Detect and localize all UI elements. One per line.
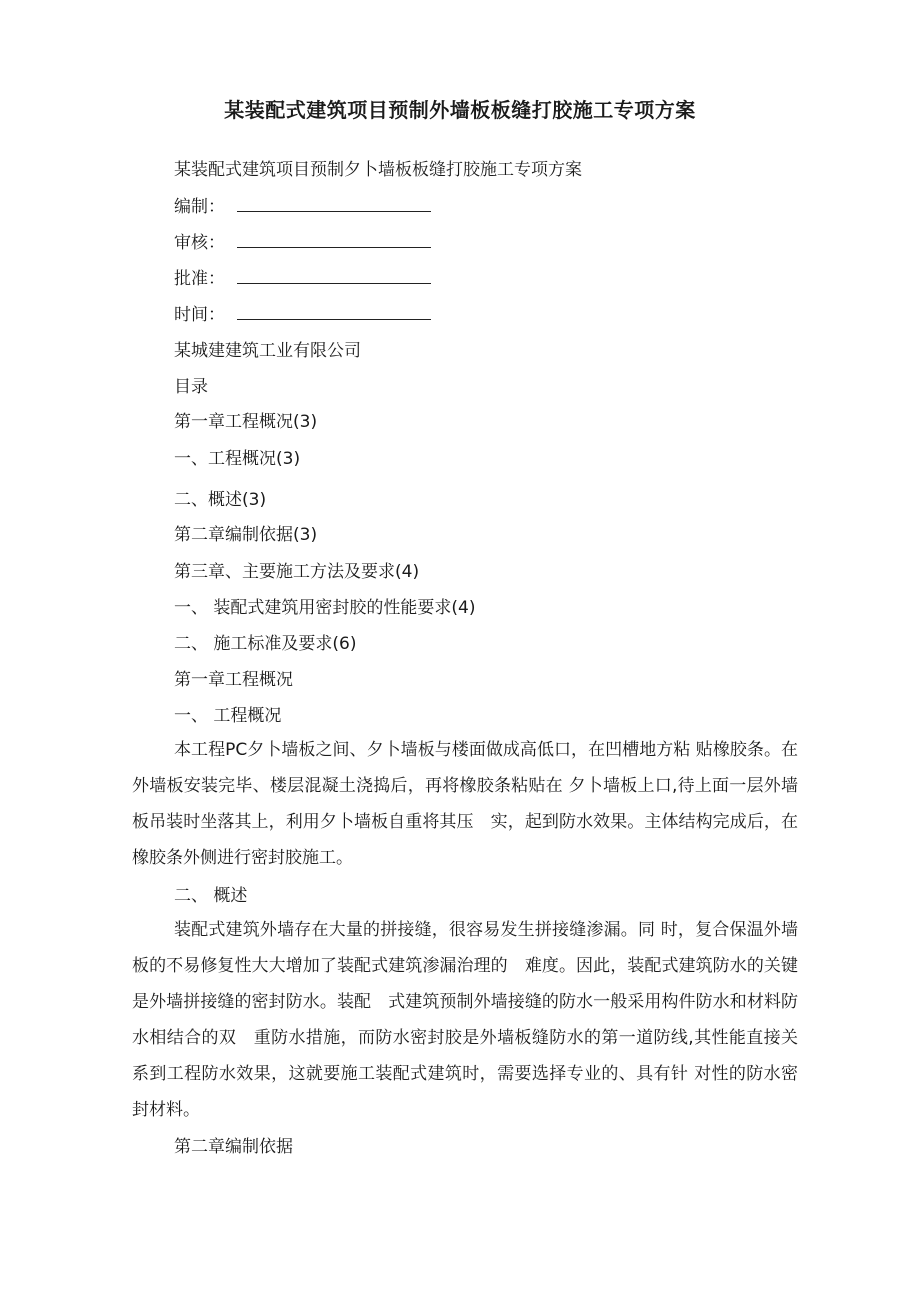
- document-title: 某装配式建筑项目预制外墙板板缝打胶施工专项方案: [224, 98, 696, 122]
- toc-item: 第一章工程概况(3): [174, 412, 318, 432]
- field-compiler-blank: [237, 195, 431, 212]
- chapter-heading: 第一章工程概况: [174, 670, 293, 690]
- field-compiler-label: 编制：: [174, 197, 225, 217]
- field-reviewer-blank: [237, 231, 431, 248]
- field-date-blank: [237, 303, 431, 320]
- toc-item: 二、概述(3): [174, 490, 267, 510]
- field-approver-label: 批准：: [174, 269, 225, 289]
- section-heading: 一、 工程概况: [174, 706, 282, 726]
- toc-heading: 目录: [174, 377, 208, 397]
- field-date-label: 时间：: [174, 305, 225, 325]
- field-approver: [174, 266, 431, 292]
- toc-item: 一、工程概况(3): [174, 449, 301, 469]
- body-paragraph: 本工程PC夕卜墙板之间、夕卜墙板与楼面做成高低口，在凹槽地方粘 贴橡胶条。在外墙板安装完毕、楼层混凝土浇捣后，再将橡胶条粘贴在 夕卜墙板上口,待上面一层外墙板吊装时坐落其上，利用夕卜墙板自重将其压 实，起到防水效果。主体结构完成后，在橡胶条外侧进行密封胶施工。: [132, 740, 798, 868]
- company-name: 某城建建筑工业有限公司: [174, 341, 361, 361]
- section-heading: 二、 概述: [174, 886, 248, 906]
- chapter-heading: 第二章编制依据: [174, 1137, 293, 1157]
- body-paragraph: 装配式建筑外墙存在大量的拼接缝，很容易发生拼接缝渗漏。同 时，复合保温外墙板的不易修复性大大增加了装配式建筑渗漏治理的 难度。因此，装配式建筑防水的关键是外墙拼接缝的密封防水。装配 式建筑预制外墙接缝的防水一般采用构件防水和材料防水相结合的双 重防水措施，而防水密封胶是外墙板缝防水的第一道防线,其性能直接关 系到工程防水效果，这就要施工装配式建筑时，需要选择专业的、具有针 对性的防水密封材料。: [132, 920, 798, 1120]
- field-reviewer: [174, 230, 431, 256]
- toc-item: 第三章、主要施工方法及要求(4): [174, 562, 420, 582]
- field-approver-blank: [237, 267, 431, 284]
- field-reviewer-label: 审核：: [174, 233, 225, 253]
- toc-item: 第二章编制依据(3): [174, 525, 318, 545]
- field-compiler: [174, 194, 431, 220]
- field-date: [174, 302, 431, 328]
- document-subtitle: 某装配式建筑项目预制夕卜墙板板缝打胶施工专项方案: [174, 160, 582, 180]
- toc-item: 一、 装配式建筑用密封胶的性能要求(4): [174, 598, 476, 618]
- toc-item: 二、 施工标准及要求(6): [174, 634, 357, 654]
